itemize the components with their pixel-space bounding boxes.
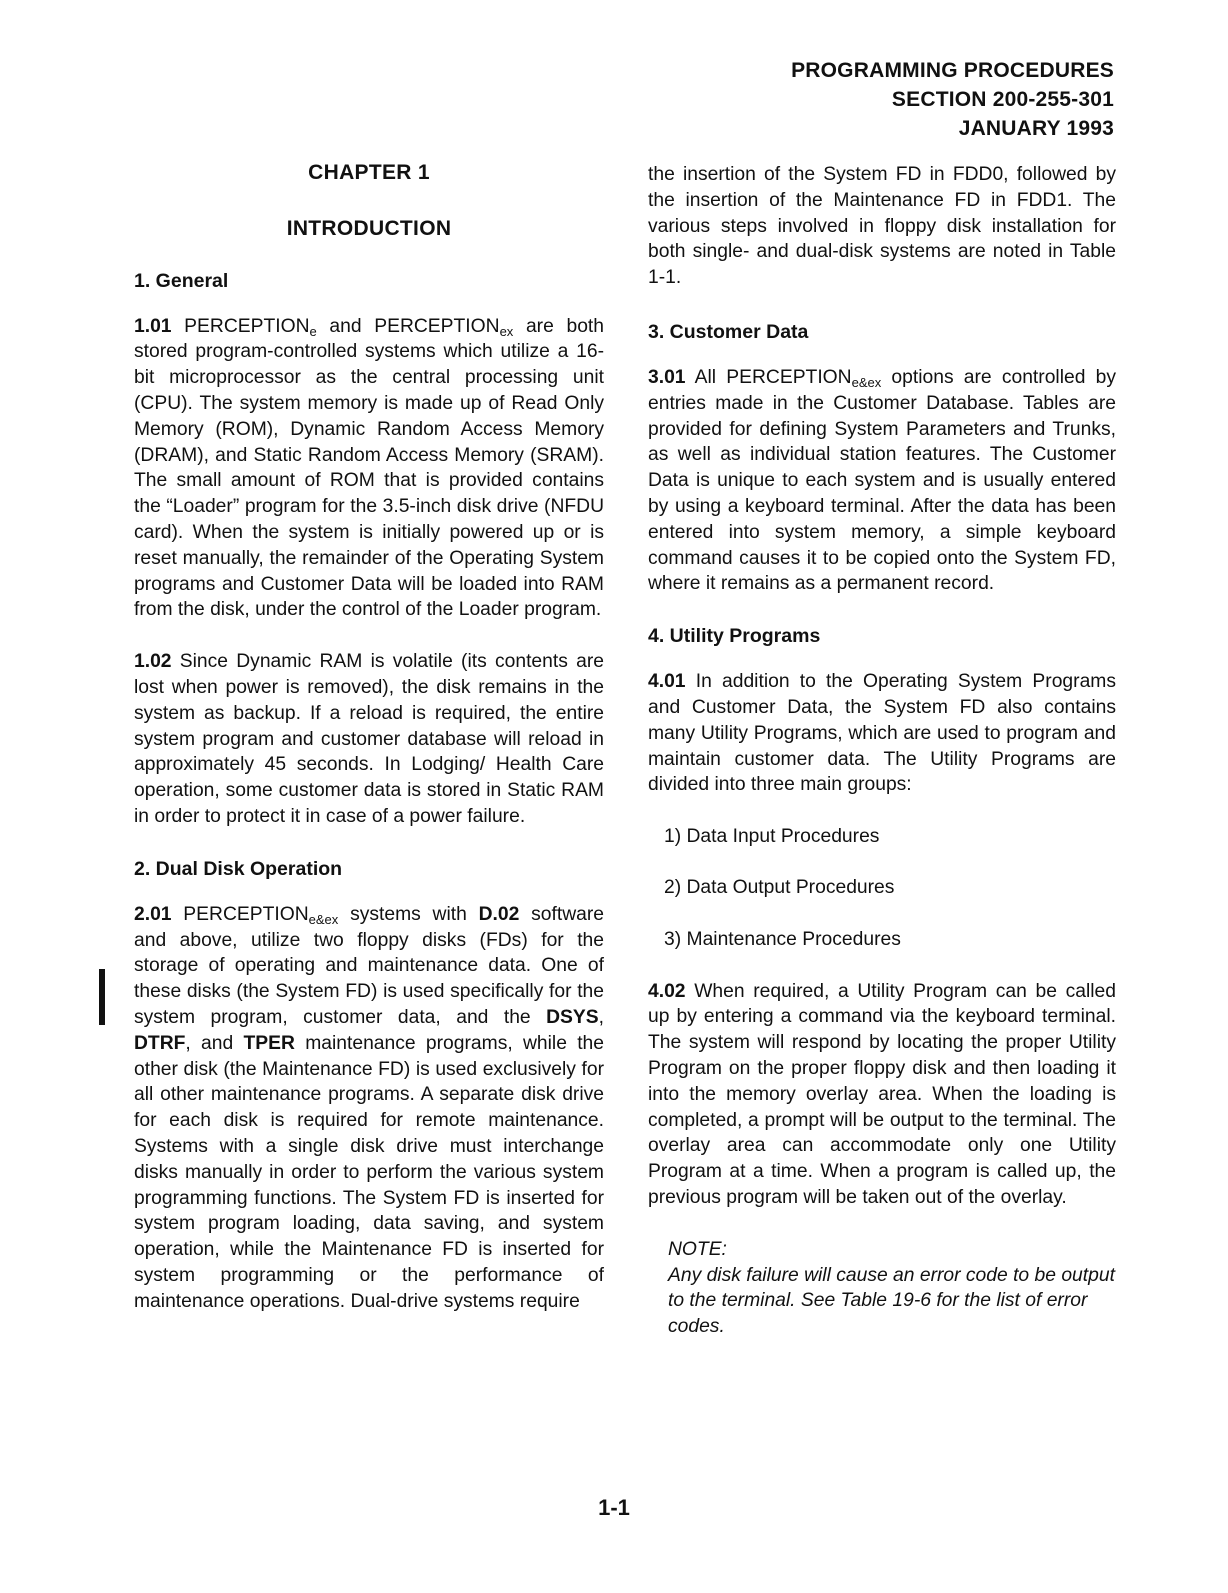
paragraph-text: maintenance programs, while the other disk (the Maintenance FD) is used exclusively for all other maintenance programs. A separate disk drive for each disk is required for remote maintenance. Systems with a single disk drive must interchange disks manually in order to perform the various system programming functions. The System FD is inserted for system program loading, data saving, and system operation, while the Maintenance FD is inserted for system programming or the performance of maintenance operations. Dual-drive systems require bbox=[134, 1032, 604, 1312]
note-text: Any disk failure will cause an error code to be output to the terminal. See Table 19-6 for the list of error codes. bbox=[668, 1264, 1115, 1338]
paragraph-3-01 bbox=[648, 365, 1116, 597]
keyword: TPER bbox=[243, 1032, 295, 1054]
keyword: DTRF bbox=[134, 1032, 186, 1054]
keyword: D.02 bbox=[478, 903, 520, 925]
subscript: e bbox=[309, 323, 317, 339]
page-header bbox=[791, 56, 1114, 143]
header-title: PROGRAMMING PROCEDURES bbox=[791, 59, 1114, 82]
paragraph-text: When required, a Utility Program can be called up by entering a command via the keyboard terminal. The system will respond by locating the proper Utility Program on the proper floppy disk and then loading it into the memory overlay area. When the loading is completed, a prompt will be output to the terminal. The overlay area can accommodate only one Utility Program at a time. When a program is called up, the previous program will be taken out of the overlay. bbox=[648, 980, 1116, 1208]
list-item: 2) Data Output Procedures bbox=[664, 877, 895, 899]
paragraph-text: PERCEPTION bbox=[171, 315, 310, 337]
paragraph-text: All PERCEPTION bbox=[685, 366, 852, 388]
paragraph-number: 1.01 bbox=[134, 315, 172, 337]
paragraph-text: PERCEPTION bbox=[171, 903, 309, 925]
page-number: 1-1 bbox=[598, 1495, 630, 1520]
paragraph-text: options are controlled by entries made in the Customer Database. Tables are provided for defining System Parameters and Trunks, as well as individual station features. The Customer Data is unique to each system and is usually entered by using a keyboard terminal. After the data has been entered into system memory, a simple keyboard command causes it to be copied onto the System FD, where it remains as a permanent record. bbox=[648, 366, 1116, 595]
paragraph-1-01 bbox=[134, 314, 604, 624]
header-section: SECTION 200-255-301 bbox=[891, 88, 1114, 111]
paragraph-number: 3.01 bbox=[648, 366, 686, 388]
paragraph-1-02 bbox=[134, 649, 604, 830]
paragraph-text: , bbox=[598, 1006, 604, 1028]
paragraph-text: Since Dynamic RAM is volatile (its contents are lost when power is removed), the disk remains in the system as backup. If a reload is required, the entire system program and customer database will reload in approximately 45 seconds. In Lodging/ Health Care operation, some customer data is stored in Static RAM in order to protect it in case of a power failure. bbox=[134, 651, 604, 827]
subscript: e&ex bbox=[308, 911, 339, 927]
note-label: NOTE: bbox=[668, 1238, 727, 1260]
list-item: 1) Data Input Procedures bbox=[664, 826, 880, 848]
paragraph-text: systems with bbox=[338, 903, 479, 925]
right-column bbox=[648, 162, 1116, 1340]
paragraph-2-01 bbox=[134, 902, 604, 1315]
section-4-heading: 4. Utility Programs bbox=[648, 625, 821, 648]
left-column bbox=[134, 160, 604, 1340]
paragraph-text: , and bbox=[185, 1032, 244, 1054]
paragraph-number: 4.02 bbox=[648, 980, 686, 1002]
subscript: ex bbox=[499, 323, 514, 339]
utility-groups-list bbox=[664, 824, 1116, 952]
paragraph-4-02 bbox=[648, 979, 1116, 1211]
chapter-title: INTRODUCTION bbox=[286, 216, 452, 240]
section-3-heading: 3. Customer Data bbox=[648, 320, 809, 343]
subscript: e&ex bbox=[851, 374, 882, 390]
paragraph-number: 4.01 bbox=[648, 671, 686, 693]
paragraph-number: 2.01 bbox=[134, 903, 172, 925]
paragraph-4-01 bbox=[648, 669, 1116, 798]
paragraph-2-01-continued: the insertion of the System FD in FDD0, followed by the insertion of the Maintenance FD in FDD1. The various steps involved in floppy disk installation for both single- and dual-disk systems are noted in Table 1-1. bbox=[648, 164, 1116, 289]
section-1-heading: 1. General bbox=[134, 269, 229, 292]
paragraph-text: and PERCEPTION bbox=[316, 315, 500, 337]
chapter-number: CHAPTER 1 bbox=[308, 161, 430, 184]
list-item: 3) Maintenance Procedures bbox=[664, 928, 901, 950]
section-2-heading: 2. Dual Disk Operation bbox=[134, 857, 343, 880]
paragraph-text: In addition to the Operating System Programs and Customer Data, the System FD also contains many Utility Programs, which are used to program and maintain customer data. The Utility Programs are divided into three main groups: bbox=[648, 671, 1116, 796]
revision-change-bar bbox=[99, 969, 105, 1025]
paragraph-text: software and above, utilize two floppy disks (FDs) for the storage of operating and maintenance data. One of these disks (the System FD) is used specifically for the system program, customer data, and the bbox=[134, 903, 604, 1028]
paragraph-number: 1.02 bbox=[134, 651, 172, 673]
keyword: DSYS bbox=[546, 1006, 599, 1028]
header-date: JANUARY 1993 bbox=[958, 117, 1114, 140]
paragraph-text: are both stored program-controlled systems which utilize a 16-bit microprocessor as the central processing unit (CPU). The system memory is made up of Read Only Memory (ROM), Dynamic Random Access Memory (DRAM), and Static Random Access Memory (SRAM). The small amount of ROM that is provided contains the “Loader” program for the 3.5-inch disk drive (NFDU card). When the system is initially powered up or is reset manually, the remainder of the Operating System programs and Customer Data will be loaded into RAM from the disk, under the control of the Loader program. bbox=[134, 315, 604, 621]
